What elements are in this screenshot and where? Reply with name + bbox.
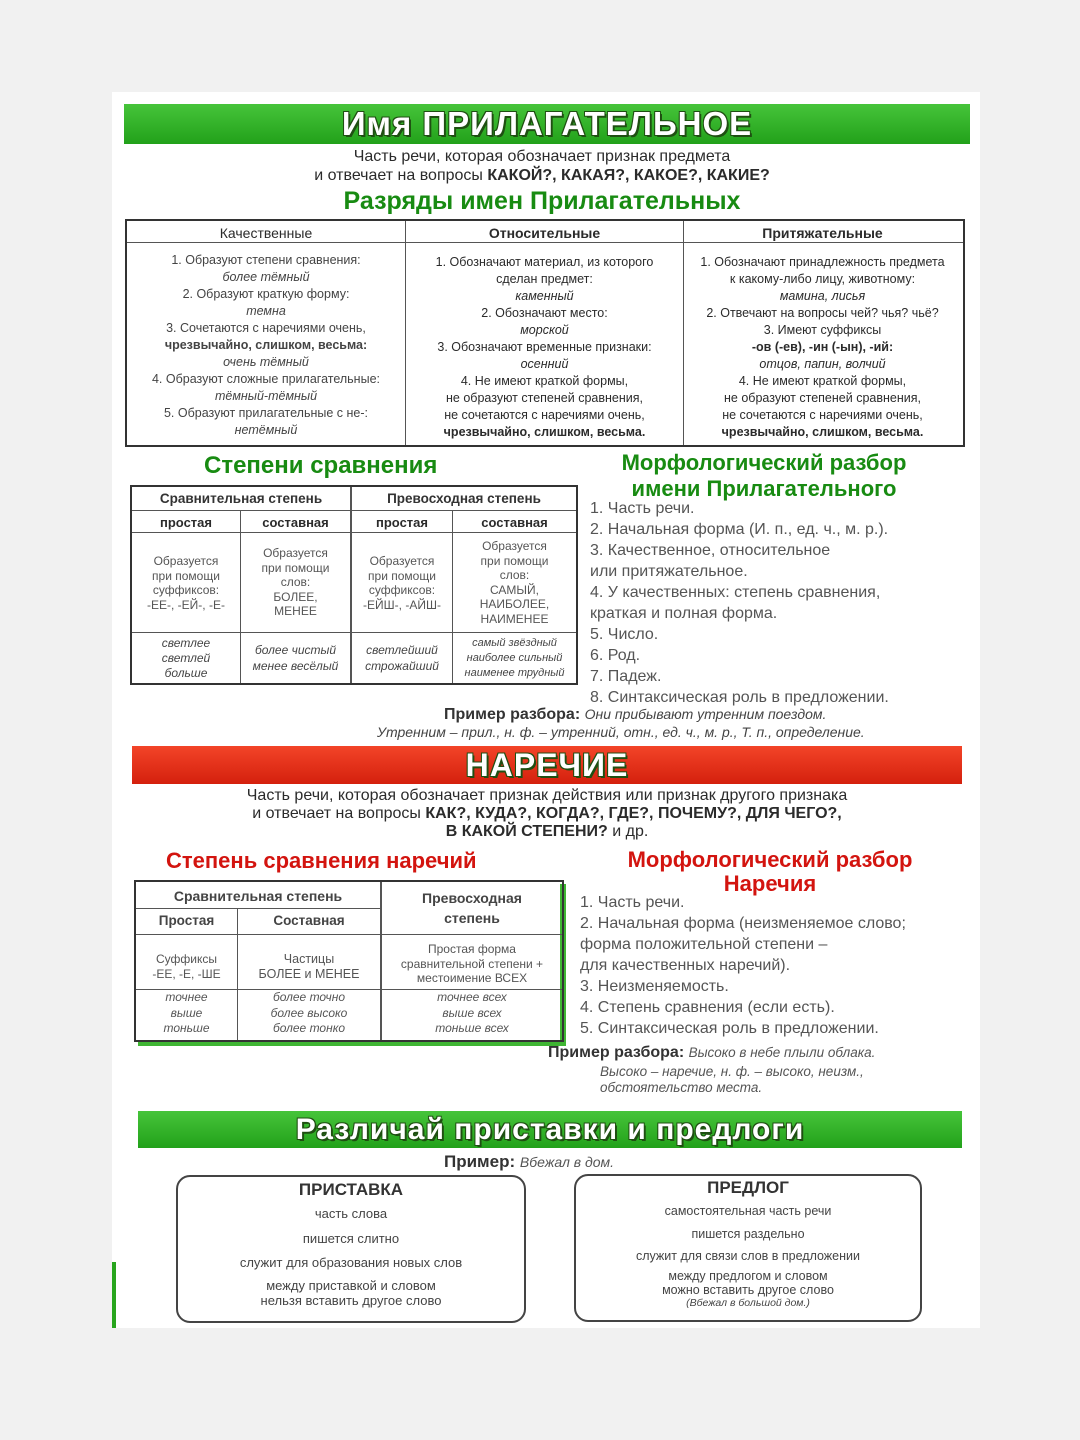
categories-title: Разряды имен Прилагательных <box>343 187 741 215</box>
preposition-card-content: ПРЕДЛОГ самостоятельная часть речи пишется раздельно служит для связи слов в предложении между предлогом и словом можно вставить другое слово (Вбежал в большой дом.) <box>636 1178 860 1309</box>
adv-deg-example-2: более точно более высоко более тонко <box>270 990 348 1035</box>
col-relative-body: 1. Обозначают материал, из которого сделан предмет: каменный 2. Обозначают место: морской 3. Обозначают временные признаки: осенний 4. Не имеют краткой формы, не образуют степеней сравнения, не сочетаются с наречиями очень, чрезвычайно, слишком, весьма. <box>435 255 654 439</box>
adv-deg-cell-2: Частицы БОЛЕЕ и МЕНЕЕ <box>258 952 360 981</box>
adj-comparative-header: Сравнительная степень <box>159 491 323 506</box>
adv-example-analysis: Высоко – наречие, н. ф. – высоко, неизм., обстоятельство места. <box>600 1064 864 1095</box>
adj-deg-example-4: самый звёздный наиболее сильный наименее трудный <box>464 637 565 679</box>
adv-superlative-header: Превосходная степень <box>422 890 522 926</box>
col-possessive-body: 1. Обозначают принадлежность предмета к какому-либо лицу, животному: мамина, лисья 2. Отвечают на вопросы чей? чья? чьё? 3. Имеют суффиксы -ов (-ев), -ин (-ын), -ий: отцов, папин, волчий 4. Не имеют краткой формы, не образуют степеней сравнения, не сочетаются с наречиями очень, чрезвычайно, слишком, весьма. <box>700 255 945 439</box>
adj-deg-example-3: светлейший строжайший <box>365 643 439 673</box>
adjective-definition <box>212 147 872 185</box>
col-qualitative-body: 1. Образуют степени сравнения: более тёмный 2. Образуют краткую форму: темна 3. Сочетаются с наречиями очень, чрезвычайно, слишком, весьма: очень тёмный 4. Образуют сложные прилагательные: тёмный-тёмный 5. Образуют прилагательные с не-: нетёмный <box>151 253 380 437</box>
adv-example: Пример разбора: Высоко в небе плыли облака. <box>548 1044 876 1061</box>
adv-deg-example-1: точнее выше тоньше <box>163 990 210 1035</box>
adjective-title: Имя ПРИЛАГАТЕЛЬНОЕ <box>341 105 753 142</box>
adj-deg-cell-4: Образуется при помощи слов: САМЫЙ, НАИБОЛЕЕ, НАИМЕНЕЕ <box>479 539 550 626</box>
adverb-title: НАРЕЧИЕ <box>465 747 629 783</box>
adj-example: Пример разбора: Они прибывают утренним поездом. <box>444 706 827 723</box>
adjective-def-line1: Часть речи, которая обозначает признак предмета <box>353 148 731 165</box>
adj-deg-example-1: светлее светлей больше <box>161 636 211 680</box>
adj-compound-1: составная <box>262 515 329 530</box>
adj-deg-example-2: более чистый менее весёлый <box>252 643 339 673</box>
prefix-title: Различай приставки и предлоги <box>295 1113 805 1146</box>
adj-simple-2: простая <box>376 515 428 530</box>
adv-simple: Простая <box>158 913 215 928</box>
adverb-definition: Часть речи, которая обозначает признак действия или признак другого признака и отвечает на вопросы КАК?, КУДА?, КОГДА?, ГДЕ?, ПОЧЕМУ?, ДЛЯ ЧЕГО?, В КАКОЙ СТЕПЕНИ? и др. <box>246 787 848 840</box>
adv-deg-example-3: точнее всех выше всех тоньше всех <box>435 990 509 1035</box>
adverb-banner <box>132 746 962 784</box>
adj-morph-list: 1. Часть речи. 2. Начальная форма (И. п., ед. ч., м. р.). 3. Качественное, относительное или притяжательное. 4. У качественных: степень сравнения, краткая и полная форма. 5. Число. 6. Род. 7. Падеж. 8. Синтаксическая роль в предложении. <box>590 500 889 706</box>
adv-morph-title: Морфологический разбор Наречия <box>627 847 913 896</box>
prefix-banner <box>138 1111 962 1148</box>
adj-example-analysis: Утренним – прил., н. ф. – утренний, отн., ед. ч., м. р., Т. п., определение. <box>377 724 865 740</box>
adjective-banner <box>124 104 970 144</box>
reference-sheet <box>112 92 980 1328</box>
col-relative-header: Относительные <box>488 225 601 241</box>
adj-superlative-header: Превосходная степень <box>387 491 541 506</box>
adj-deg-cell-1: Образуется при помощи суффиксов: -ЕЕ-, -ЕЙ-, -Е- <box>147 554 225 612</box>
col-qualitative-header: Качественные <box>219 225 313 241</box>
prefix-example: Пример: Вбежал в дом. <box>444 1152 614 1171</box>
adj-compound-2: составная <box>481 515 548 530</box>
adj-deg-cell-2: Образуется при помощи слов: БОЛЕЕ, МЕНЕЕ <box>261 546 330 618</box>
adv-compound: Составная <box>273 913 345 928</box>
adv-deg-cell-1: Суффиксы -ЕЕ, -Е, -ШЕ <box>152 952 221 981</box>
adv-morph-list: 1. Часть речи. 2. Начальная форма (неизменяемое слово; форма положительной степени – для качественных наречий). 3. Неизменяемость. 4. Степень сравнения (если есть). 5. Синтаксическая роль в предложении. <box>580 894 906 1037</box>
adj-simple-1: простая <box>160 515 212 530</box>
adv-deg-cell-3: Простая форма сравнительной степени + местоимение ВСЕХ <box>400 942 544 985</box>
adj-deg-cell-3: Образуется при помощи суффиксов: -ЕЙШ-, -АЙШ- <box>363 554 441 612</box>
adjective-def-line2: и отвечает на вопросы КАКОЙ?, КАКАЯ?, КАКОЕ?, КАКИЕ? <box>314 167 770 184</box>
adj-morph-title: Морфологический разбор имени Прилагательного <box>621 450 907 501</box>
col-possessive-header: Притяжательные <box>762 225 883 241</box>
adj-degrees-title: Степени сравнения <box>204 452 438 479</box>
adv-degrees-title: Степень сравнения наречий <box>166 848 477 873</box>
prefix-card-content: ПРИСТАВКА часть слова пишется слитно служит для образования новых слов между приставкой и словом нельзя вставить другое слово <box>239 1180 463 1308</box>
adv-comparative-header: Сравнительная степень <box>173 888 343 904</box>
